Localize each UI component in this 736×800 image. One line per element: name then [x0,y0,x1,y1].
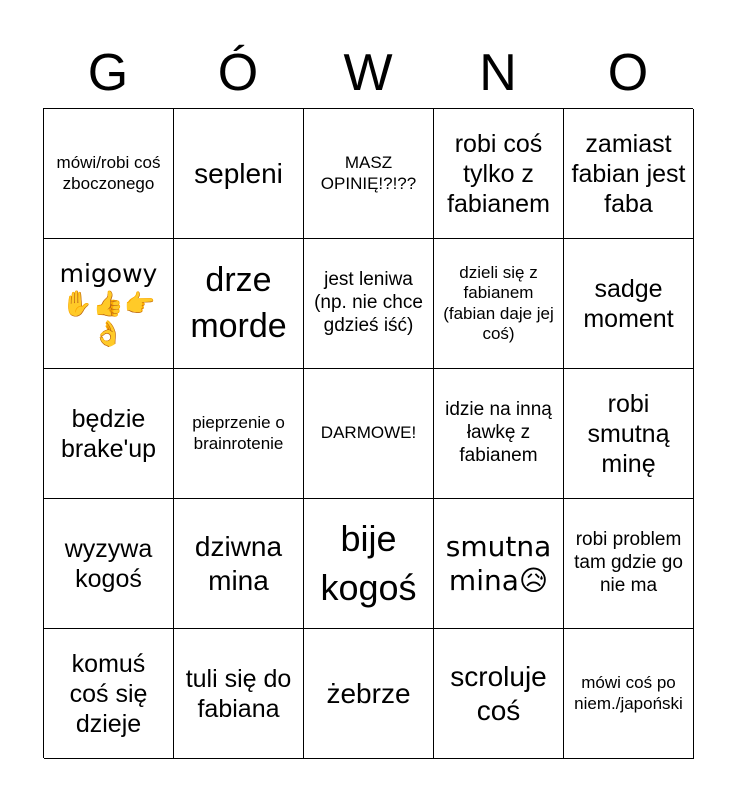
bingo-cell[interactable] [44,629,174,759]
bingo-cell[interactable] [304,239,434,369]
bingo-cell[interactable] [304,369,434,499]
bingo-cell-label: żebrze [326,677,411,709]
bingo-cell-label: sepleni [194,157,283,189]
bingo-cell-label: sadge moment [583,274,674,333]
bingo-cell[interactable] [564,109,694,239]
bingo-cell[interactable] [564,499,694,629]
bingo-cell[interactable] [434,629,564,759]
bingo-cell[interactable] [174,109,304,239]
bingo-cell-label: robi smutną minę [587,389,670,478]
bingo-cell-label: robi coś tylko z fabianem [447,129,550,218]
bingo-cell-label: migowy ✋👍👉👌 [59,258,158,348]
bingo-cell[interactable] [44,499,174,629]
header-letter: N [479,44,517,102]
bingo-cell-label: DARMOWE! [320,423,417,443]
bingo-cell-label: robi problem tam gdzie go nie ma [574,529,683,596]
header-letter: G [87,44,129,102]
bingo-cell[interactable] [434,239,564,369]
bingo-header [43,38,693,108]
bingo-cell-label: smutna mina😥 [445,529,552,597]
bingo-cell[interactable] [44,369,174,499]
bingo-cell-label: dziwna mina [194,530,283,596]
bingo-cell-label: będzie brake'up [60,404,157,463]
bingo-board [43,108,693,758]
bingo-cell[interactable] [44,239,174,369]
bingo-cell[interactable] [434,369,564,499]
bingo-cell[interactable] [564,239,694,369]
bingo-cell-label: dzieli się z fabianem (fabian daje jej coś) [443,262,554,343]
bingo-cell[interactable] [304,109,434,239]
bingo-cell[interactable] [174,369,304,499]
bingo-cell-label: mówi/robi coś zboczonego [56,153,161,193]
bingo-cell[interactable] [434,499,564,629]
header-letter: W [343,44,393,102]
bingo-cell[interactable] [564,629,694,759]
header-letter: Ó [217,44,259,102]
bingo-cell-label: komuś coś się dzieje [69,649,148,738]
bingo-cell-label: scroluje coś [450,660,547,726]
bingo-cell[interactable] [174,239,304,369]
bingo-cell-label: wyzywa kogoś [64,534,153,593]
bingo-cell[interactable] [564,369,694,499]
bingo-cell-label: zamiast fabian jest faba [571,129,686,218]
header-letter: O [607,44,649,102]
bingo-cell[interactable] [434,109,564,239]
bingo-cell[interactable] [304,629,434,759]
bingo-cell-label: pieprzenie o brainrotenie [192,413,285,453]
bingo-cell[interactable] [304,499,434,629]
bingo-cell-label: bije kogoś [320,517,417,608]
bingo-cell-label: jest leniwa (np. nie chce gdzieś iść) [314,269,423,336]
bingo-cell-label: mówi coś po niem./japoński [574,673,683,713]
bingo-cell[interactable] [174,629,304,759]
bingo-cell-label: drze morde [190,260,287,345]
bingo-cell-label: MASZ OPINIĘ!?!?? [320,153,417,193]
bingo-cell[interactable] [174,499,304,629]
bingo-cell[interactable] [44,109,174,239]
bingo-cell-label: tuli się do fabiana [185,664,292,723]
bingo-cell-label: idzie na inną ławkę z fabianem [445,399,552,466]
